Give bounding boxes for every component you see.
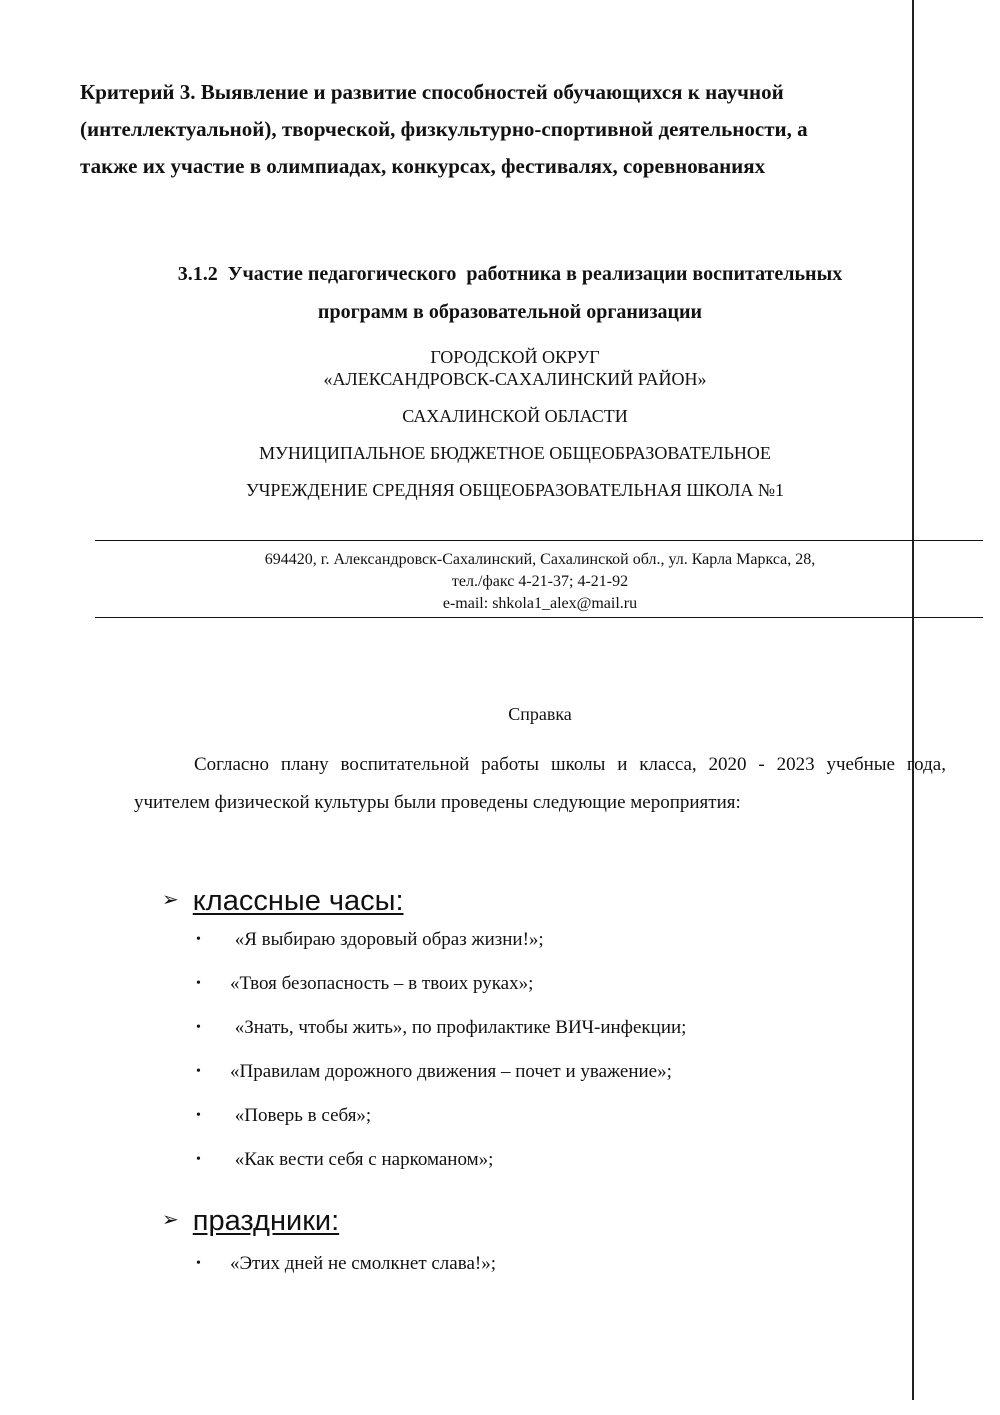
org-line-2: «АЛЕКСАНДРОВСК-САХАЛИНСКИЙ РАЙОН» — [323, 369, 707, 389]
class-hours-heading-text: классные часы: — [192, 885, 404, 917]
list-item — [196, 1006, 686, 1050]
arrow-bullet-icon: ➢ — [162, 1209, 179, 1231]
document-title: Справка — [508, 704, 572, 724]
criterion-line-2: (интеллектуальной), творческой, физкультурно-спортивной деятельности, а — [80, 117, 808, 141]
address-line-1: 694420, г. Александровск-Сахалинский, Сахалинской обл., ул. Карла Маркса, 28, — [264, 551, 816, 568]
intro-text: Согласно плану воспитательной работы школы и класса, 2020 - 2023 учебные года, учителем физической культуры были проведены следующие мероприятия: — [134, 754, 946, 813]
list-item-text: «Как вести себя с наркоманом»; — [230, 1149, 494, 1170]
list-item-text: «Поверь в себя»; — [230, 1105, 372, 1126]
bullet-icon: • — [196, 1064, 201, 1079]
org-line-1: ГОРОДСКОЙ ОКРУГ — [430, 347, 600, 367]
divider-top — [95, 540, 983, 541]
criterion-line-3: также их участие в олимпиадах, конкурсах, фестивалях, соревнованиях — [80, 154, 766, 178]
list-item-text: «Этих дней не смолкнет слава!»; — [230, 1253, 496, 1274]
list-item — [196, 962, 686, 1006]
list-item-text: «Твоя безопасность – в твоих руках»; — [230, 973, 534, 994]
organization-header — [100, 346, 930, 506]
bullet-icon: • — [196, 1020, 201, 1035]
list-item-text: «Я выбираю здоровый образ жизни!»; — [230, 929, 544, 950]
list-item — [196, 1138, 686, 1182]
list-item — [196, 918, 686, 962]
list-item — [196, 1242, 496, 1286]
address-block — [120, 549, 960, 615]
org-line-4: МУНИЦИПАЛЬНОЕ БЮДЖЕТНОЕ ОБЩЕОБРАЗОВАТЕЛЬНОЕ — [259, 443, 771, 463]
list-item — [196, 1050, 686, 1094]
class-hours-list — [196, 918, 686, 1182]
bullet-icon: • — [196, 932, 201, 947]
org-line-5: УЧРЕЖДЕНИЕ СРЕДНЯЯ ОБЩЕОБРАЗОВАТЕЛЬНАЯ ШКОЛА №1 — [245, 480, 785, 500]
section-title-line-1: 3.1.2 Участие педагогического работника в реализации воспитательных — [177, 263, 843, 285]
intro-paragraph — [134, 746, 946, 822]
bullet-icon: • — [196, 1152, 201, 1167]
class-hours-heading — [162, 882, 404, 919]
bullet-icon: • — [196, 1256, 201, 1271]
divider-bottom — [95, 617, 983, 618]
scan-artifact-line — [912, 0, 914, 1400]
criterion-line-1: Критерий 3. Выявление и развитие способностей обучающихся к научной — [80, 80, 784, 104]
bullet-icon: • — [196, 1108, 201, 1123]
list-item — [196, 1094, 686, 1138]
holidays-heading — [162, 1202, 339, 1239]
section-title — [90, 255, 930, 331]
holidays-list — [196, 1242, 496, 1286]
list-item-text: «Знать, чтобы жить», по профилактике ВИЧ-инфекции; — [230, 1017, 687, 1038]
holidays-heading-text: праздники: — [192, 1205, 340, 1237]
criterion-heading — [80, 74, 948, 185]
email-line: e-mail: shkola1_alex@mail.ru — [442, 595, 638, 612]
list-item-text: «Правилам дорожного движения – почет и уважение»; — [230, 1061, 672, 1082]
org-line-3: САХАЛИНСКОЙ ОБЛАСТИ — [402, 406, 628, 426]
address-line-2: тел./факс 4-21-37; 4-21-92 — [451, 573, 629, 590]
section-title-line-2: программ в образовательной организации — [317, 301, 703, 323]
bullet-icon: • — [196, 976, 201, 991]
arrow-bullet-icon: ➢ — [162, 889, 179, 911]
